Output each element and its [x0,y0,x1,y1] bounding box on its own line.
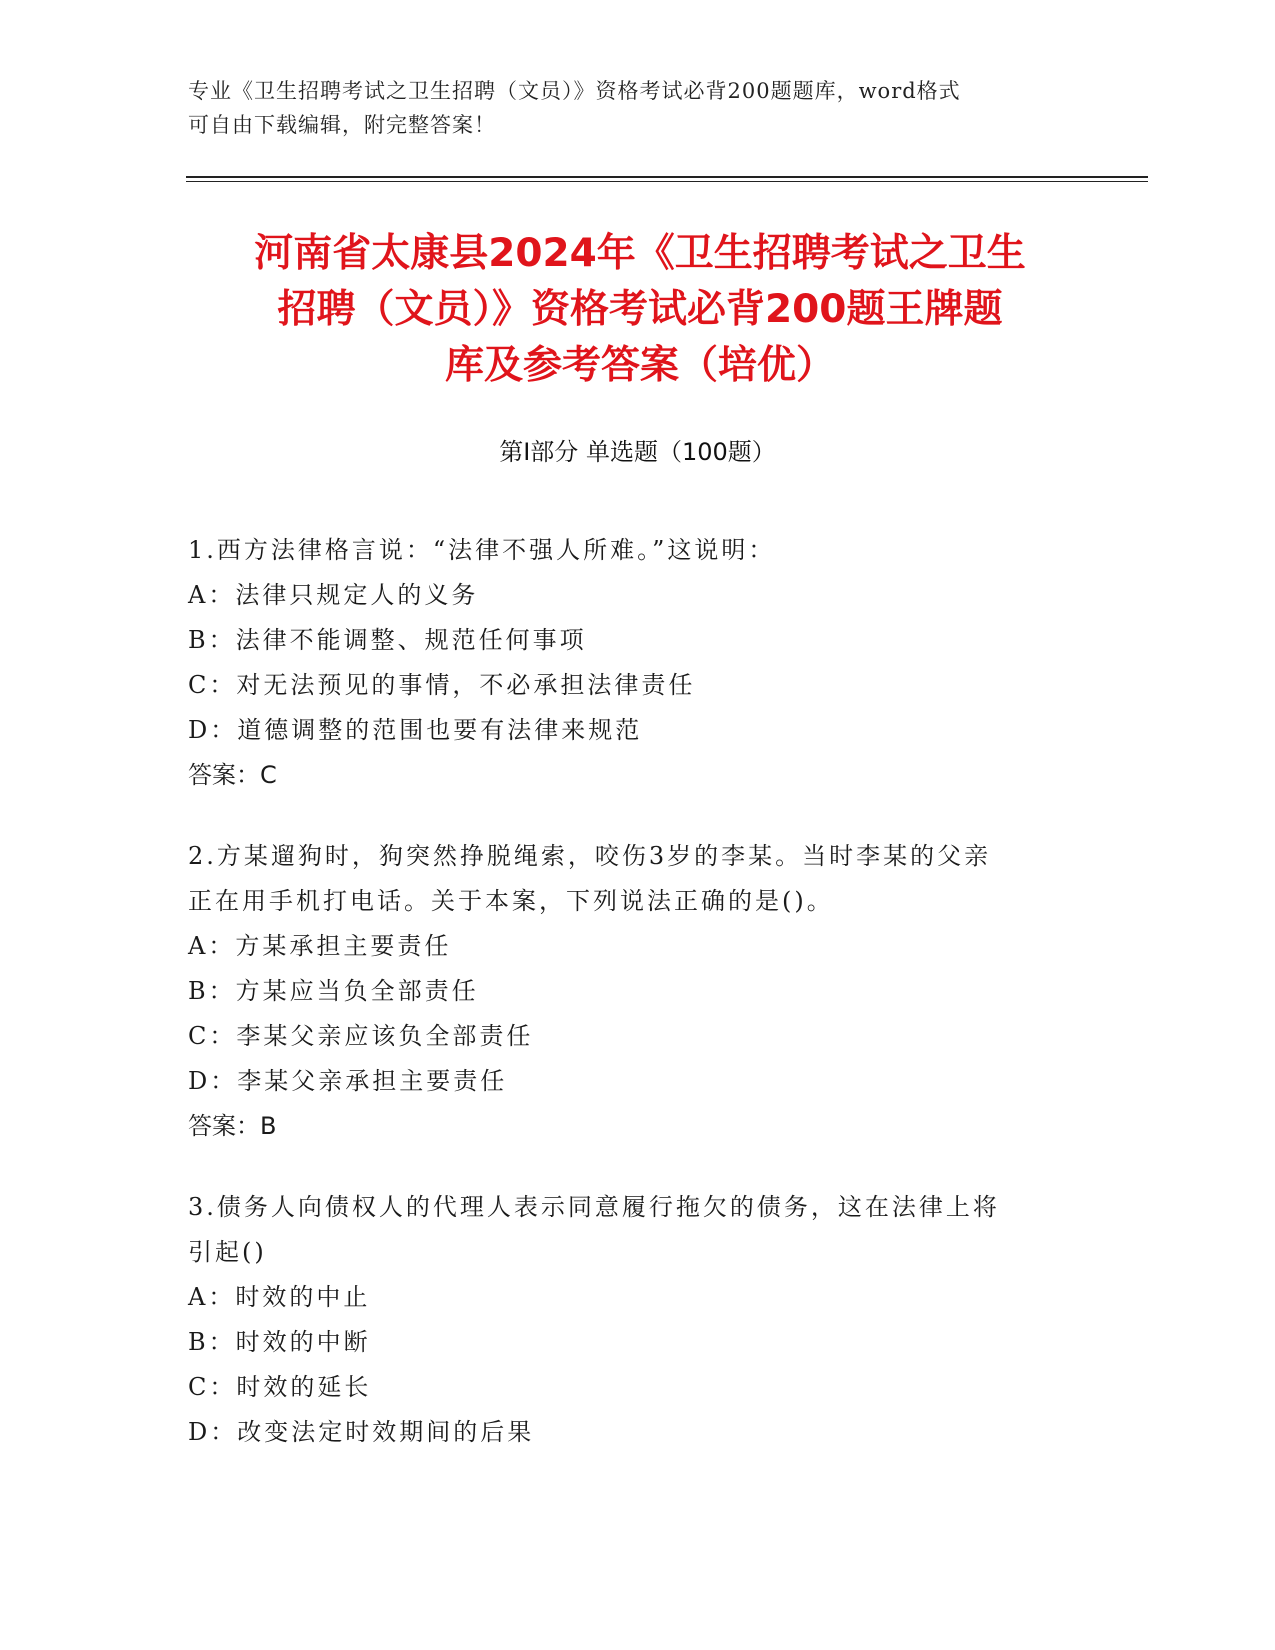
header-note [188,74,1068,142]
question-answer: 答案：C [188,761,277,789]
header-divider [186,181,1148,182]
question-option: D：改变法定时效期间的后果 [188,1418,535,1446]
question-stem: 2.方某遛狗时，狗突然挣脱绳索，咬伤3岁的李某。当时李某的父亲 [188,842,992,870]
question-option: C：李某父亲应该负全部责任 [188,1022,534,1050]
question-stem: 正在用手机打电话。关于本案，下列说法正确的是()。 [188,887,834,915]
question-option: B：方某应当负全部责任 [188,977,479,1005]
section-heading: 第Ⅰ部分 单选题（100题） [499,438,776,466]
document-title [180,226,1100,394]
title-line: 河南省太康县2024年《卫生招聘考试之卫生 [254,231,1026,276]
question-option: A：法律只规定人的义务 [188,581,479,609]
question-option: C：对无法预见的事情，不必承担法律责任 [188,671,696,699]
question-item [188,834,1068,1149]
title-line: 招聘（文员）》资格考试必背200题王牌题 [277,287,1003,332]
title-line: 库及参考答案（培优） [444,343,835,388]
question-stem: 1.西方法律格言说：“法律不强人所难。”这说明： [188,536,776,564]
question-option: A：方某承担主要责任 [188,932,452,960]
header-note-line: 可自由下载编辑，附完整答案！ [188,113,496,137]
question-option: D：李某父亲承担主要责任 [188,1067,508,1095]
question-option: A：时效的中止 [188,1283,371,1311]
question-option: B：法律不能调整、规范任何事项 [188,626,587,654]
question-option: D：道德调整的范围也要有法律来规范 [188,716,643,744]
question-option: C：时效的延长 [188,1373,372,1401]
question-stem: 引起() [188,1238,267,1266]
question-stem: 3.债务人向债权人的代理人表示同意履行拖欠的债务，这在法律上将 [188,1193,1000,1221]
header-note-line: 专业《卫生招聘考试之卫生招聘（文员）》资格考试必背200题题库，word格式 [188,79,961,103]
question-list [188,528,1068,1491]
question-item [188,1185,1068,1455]
question-answer: 答案：B [188,1112,277,1140]
question-item [188,528,1068,798]
question-option: B：时效的中断 [188,1328,371,1356]
header-divider [186,176,1148,178]
